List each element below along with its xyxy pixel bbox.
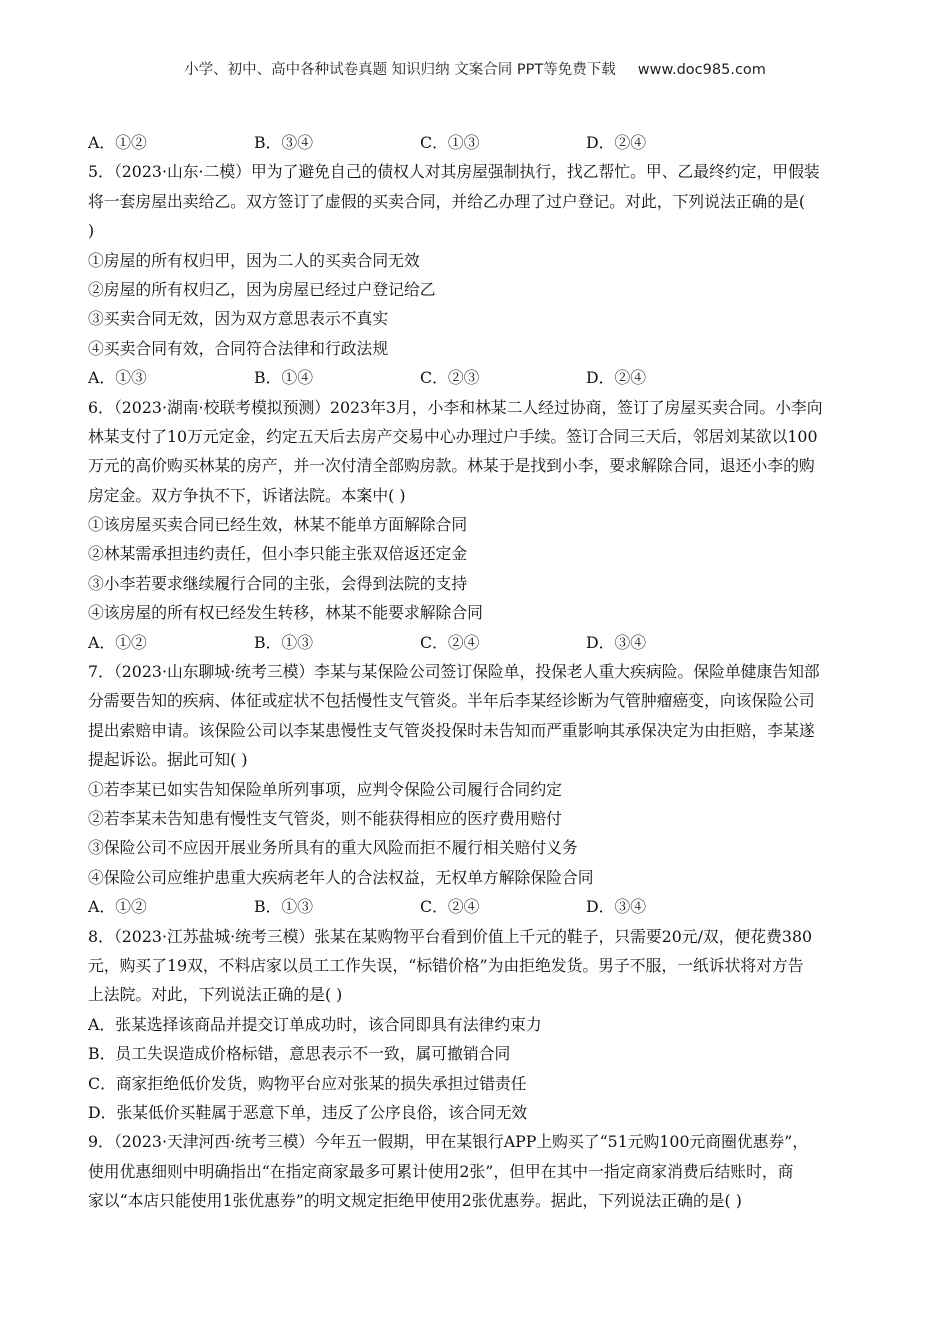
q7-item: ③保险公司不应因开展业务所具有的重大风险而拒不履行相关赔付义务	[88, 838, 578, 858]
q6-item: ②林某需承担违约责任，但小李只能主张双倍返还定金	[88, 544, 468, 564]
q7-option-a: A．①②	[88, 897, 147, 917]
q8-choice-c: C．商家拒绝低价发货，购物平台应对张某的损失承担过错责任	[88, 1073, 527, 1093]
q9-stem-line: 家以“本店只能使用1张优惠券”的明文规定拒绝甲使用2张优惠券。据此，下列说法正确的是( )	[88, 1191, 742, 1211]
q8-choice-d: D．张某低价买鞋属于恶意下单，违反了公序良俗，该合同无效	[88, 1102, 528, 1122]
q7-stem-line: 提出索赔申请。该保险公司以李某患慢性支气管炎投保时未告知而严重影响其承保决定为由拒赔，李某遂	[88, 720, 815, 740]
q5-options	[88, 363, 862, 392]
q7-option-d: D．③④	[586, 897, 647, 917]
q4-option-d: D．②④	[586, 133, 647, 152]
q7-item: ④保险公司应维护患重大疾病老年人的合法权益，无权单方解除保险合同	[88, 867, 594, 887]
q5-option-b: B．①④	[254, 368, 313, 388]
q4-option-b: B．③④	[254, 133, 313, 152]
q5-option-c: C．②③	[420, 368, 480, 388]
q8-stem-line: 元，购买了19双，不料店家以员工工作失误，“标错价格”为由拒绝发货。男子不服，一纸诉状将对方告	[88, 955, 804, 975]
q5-item: ①房屋的所有权归甲，因为二人的买卖合同无效	[88, 250, 420, 270]
q7-stem-line: 提起诉讼。据此可知( )	[88, 750, 248, 770]
q8-stem-line: 上法院。对此，下列说法正确的是( )	[88, 985, 343, 1005]
q8-choice-a: A．张某选择该商品并提交订单成功时，该合同即具有法律约束力	[88, 1014, 542, 1034]
q6-option-c: C．②④	[420, 632, 480, 652]
q6-item: ①该房屋买卖合同已经生效，林某不能单方面解除合同	[88, 515, 468, 535]
q8-choice-b: B．员工失误造成价格标错，意思表示不一致，属可撤销合同	[88, 1044, 511, 1064]
q6-item: ④该房屋的所有权已经发生转移，林某不能要求解除合同	[88, 603, 483, 623]
q6-stem-line: 万元的高价购买林某的房产，并一次付清全部购房款。林某于是找到小李，要求解除合同，退还小李的购	[88, 456, 815, 476]
q6-option-b: B．①③	[254, 632, 313, 652]
q5-option-d: D．②④	[586, 368, 647, 388]
q5-item: ③买卖合同无效，因为双方意思表示不真实	[88, 309, 389, 329]
question-content	[88, 128, 862, 1215]
header-url[interactable]: www.doc985.com	[637, 62, 766, 78]
q6-item: ③小李若要求继续履行合同的主张，会得到法院的支持	[88, 573, 468, 593]
q9-stem-line: 使用优惠细则中明确指出“在指定商家最多可累计使用2张”，但甲在其中一指定商家消费后结账时，商	[88, 1161, 794, 1181]
q7-option-b: B．①③	[254, 897, 313, 917]
q9-stem-line: 9．（2023·天津河西·统考三模）今年五一假期，甲在某银行APP上购买了“51元购100元商圈优惠券”，	[88, 1132, 809, 1152]
q5-item: ②房屋的所有权归乙，因为房屋已经过户登记给乙	[88, 279, 436, 299]
q4-options	[88, 128, 862, 157]
q5-stem-line: )	[88, 221, 95, 241]
q4-option-a: A．①②	[88, 133, 147, 152]
q4-option-c: C．①③	[420, 133, 480, 152]
q7-option-c: C．②④	[420, 897, 480, 917]
q8-stem-line: 8．（2023·江苏盐城·统考三模）张某在某购物平台看到价值上千元的鞋子，只需要20元/双，便花费380	[88, 926, 813, 946]
q6-option-a: A．①②	[88, 632, 147, 652]
q6-stem-line: 林某支付了10万元定金，约定五天后去房产交易中心办理过户手续。签订合同三天后，邻居刘某欲以100	[88, 426, 818, 446]
q5-option-a: A．①③	[88, 368, 147, 388]
q6-options	[88, 628, 862, 657]
q7-stem-line: 7．（2023·山东聊城·统考三模）李某与某保险公司签订保险单，投保老人重大疾病险。保险单健康告知部	[88, 662, 820, 682]
q7-item: ①若李某已如实告知保险单所列事项，应判令保险公司履行合同约定	[88, 779, 562, 799]
q6-stem-line: 6．（2023·湖南·校联考模拟预测）2023年3月，小李和林某二人经过协商，签订了房屋买卖合同。小李向	[88, 397, 823, 417]
q6-stem-line: 房定金。双方争执不下，诉诸法院。本案中( )	[88, 485, 406, 505]
q5-stem-line: 将一套房屋出卖给乙。双方签订了虚假的买卖合同，并给乙办理了过户登记。对此，下列说法正确的是(	[88, 191, 806, 211]
q7-options	[88, 892, 862, 921]
page-header	[0, 58, 950, 79]
q7-item: ②若李某未告知患有慢性支气管炎，则不能获得相应的医疗费用赔付	[88, 808, 562, 828]
q5-stem-line: 5．（2023·山东·二模）甲为了避免自己的债权人对其房屋强制执行，找乙帮忙。甲、乙最终约定，甲假装	[88, 162, 820, 182]
q6-option-d: D．③④	[586, 632, 647, 652]
header-text: 小学、初中、高中各种试卷真题 知识归纳 文案合同 PPT等免费下载	[184, 62, 616, 78]
q5-item: ④买卖合同有效，合同符合法律和行政法规	[88, 338, 389, 358]
q7-stem-line: 分需要告知的疾病、体征或症状不包括慢性支气管炎。半年后李某经诊断为气管肿瘤癌变，向该保险公司	[88, 691, 815, 711]
